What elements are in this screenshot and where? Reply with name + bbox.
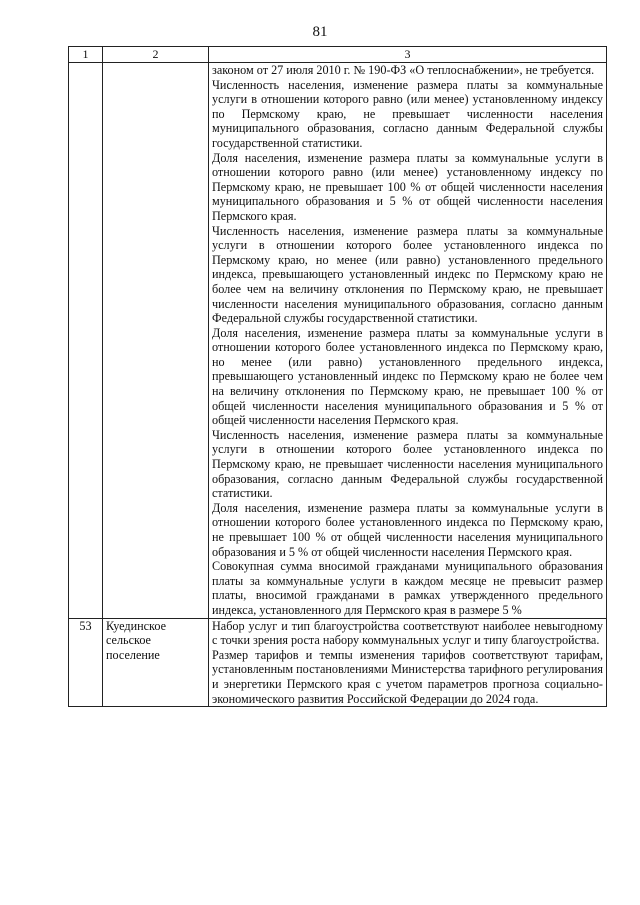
paragraph: Доля населения, изменение размера платы за коммунальные услуги в отношении которого более установленного индекса по Пермскому краю, не превышает 100 % от общей численности населения муниципального образования и 5 % от общей численности населения Пермского края. bbox=[212, 500, 603, 559]
table-header-row bbox=[69, 47, 607, 63]
paragraph: Численность населения, изменение размера платы за коммунальные услуги в отношении которого более установленного индекса по Пермскому краю, не превышает численности населения муниципального образования, согласно данным Федеральной службы государственной статистики. bbox=[212, 427, 603, 501]
table-row bbox=[69, 63, 607, 619]
document-table bbox=[68, 46, 607, 707]
conditions-cell bbox=[209, 63, 607, 619]
paragraph: Набор услуг и тип благоустройства соответствуют наиболее невыгодному с точки зрения роста набору коммунальных услуг и типу благоустройства. bbox=[212, 618, 603, 648]
paragraph: Размер тарифов и темпы изменения тарифов соответствуют тарифам, установленным постановлениями Министерства тарифного регулирования и энергетики Пермского края с учетом параметров прогноза социально-экономического развития Российской Федерации до 2024 года. bbox=[212, 647, 603, 706]
paragraph: Численность населения, изменение размера платы за коммунальные услуги в отношении которого более установленного индекса по Пермскому краю, но менее (или равно) установленного предельного индекса, превышающего установленный индекс по Пермскому краю не более чем на величину отклонения по Пермскому краю, не превышает численности населения муниципального образования, согласно данным Федеральной службы государственной статистики. bbox=[212, 223, 603, 326]
paragraph: Численность населения, изменение размера платы за коммунальные услуги в отношении которого равно (или менее) установленному индексу по Пермскому краю, не превышает численности населения муниципального образования, согласно данным Федеральной службы государственной статистики. bbox=[212, 77, 603, 150]
column-header-1: 1 bbox=[69, 47, 103, 63]
paragraph: законом от 27 июля 2010 г. № 190-ФЗ «О теплоснабжении», не требуется. bbox=[212, 63, 595, 77]
conditions-cell bbox=[209, 618, 607, 707]
paragraph: Доля населения, изменение размера платы за коммунальные услуги в отношении которого более установленного индекса по Пермскому краю, но менее (или равно) установленного предельного индекса, превышающего установленный индекс по Пермскому краю не более чем на величину отклонения по Пермскому краю, не превышает 100 % от общей численности населения муниципального образования и 5 % от общей численности населения Пермского края. bbox=[212, 325, 603, 428]
table-row bbox=[69, 618, 607, 707]
row-number-cell bbox=[69, 63, 103, 619]
paragraph: Доля населения, изменение размера платы за коммунальные услуги в отношении которого равно (или менее) установленному индексу по Пермскому краю, не превышает 100 % от общей численности населения муниципального образования и 5 % от общей численности населения Пермского края. bbox=[212, 150, 603, 223]
row-number-cell: 53 bbox=[69, 618, 103, 707]
column-header-3: 3 bbox=[209, 47, 607, 63]
municipality-name-cell: Куединское сельское поселение bbox=[103, 618, 209, 707]
column-header-2: 2 bbox=[103, 47, 209, 63]
municipality-name-cell bbox=[103, 63, 209, 619]
page-number: 81 bbox=[312, 24, 328, 40]
paragraph: Совокупная сумма вносимой гражданами муниципального образования платы за коммунальные услуги в каждом месяце не превысит размер платы, вносимой гражданами в рамках утвержденного предельного индекса, установленного для Пермского края в размере 5 % bbox=[212, 559, 603, 617]
